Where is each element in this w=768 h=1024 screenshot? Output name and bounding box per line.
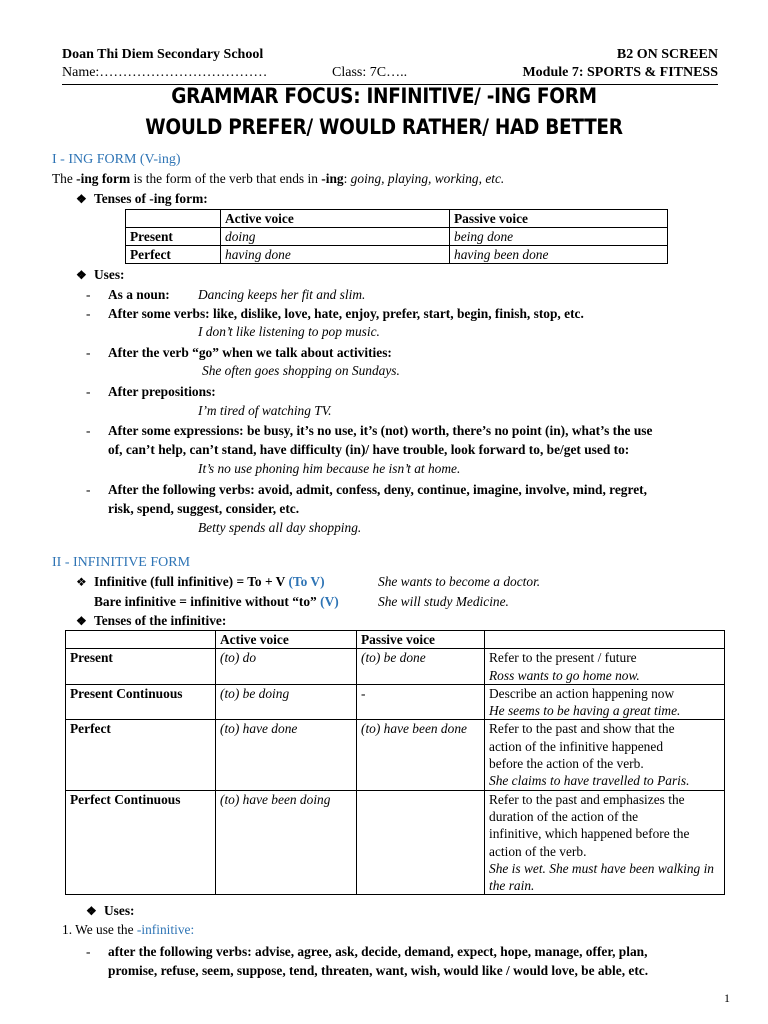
- bare-infinitive-line: Bare infinitive = infinitive without “to” (V) She will study Medicine.: [94, 594, 509, 609]
- example-sentence: She often goes shopping on Sundays.: [202, 363, 400, 378]
- list-item: After some expressions: be busy, it’s no use, it’s (not) worth, there’s no point (in), what’s the use: [108, 423, 653, 438]
- page-title-1: GRAMMAR FOCUS: INFINITIVE/ -ING FORM: [171, 84, 597, 109]
- list-item: -: [86, 345, 91, 360]
- example-sentence: I don’t like listening to pop music.: [198, 324, 380, 339]
- table-row: [126, 210, 668, 228]
- list-item: After the verb “go” when we talk about activities:: [108, 345, 392, 360]
- intro-term: -ing form: [76, 171, 131, 186]
- full-infinitive-line: ❖ Infinitive (full infinitive) = To + V (To V) She wants to become a doctor.: [76, 574, 541, 589]
- school-name: Doan Thi Diem Secondary School: [62, 47, 264, 62]
- class-field: Class: 7C…..: [332, 65, 408, 80]
- intro-text: The: [52, 171, 77, 186]
- list-item: -: [86, 306, 91, 321]
- intro-examples: going, playing, working, etc.: [350, 171, 505, 186]
- ing-uses-label: ❖ Uses:: [76, 267, 125, 282]
- diamond-bullet-icon: ❖: [76, 614, 87, 628]
- example-sentence: Betty spends all day shopping.: [198, 520, 362, 535]
- list-item: risk, spend, suggest, consider, etc.: [108, 501, 300, 516]
- student-name-field: Name:………………………………: [62, 65, 268, 80]
- list-item: -: [86, 384, 91, 399]
- header-active-voice: Active voice: [216, 631, 357, 649]
- table-row: Present doing being done: [126, 228, 668, 246]
- list-item: After some verbs: like, dislike, love, hate, enjoy, prefer, start, begin, finish, stop, etc.: [108, 306, 584, 321]
- module-title: Module 7: SPORTS & FITNESS: [522, 65, 718, 80]
- example-sentence: It’s no use phoning him because he isn’t at home.: [198, 461, 461, 476]
- list-item: -: [86, 944, 91, 959]
- list-item: As a noun: Dancing keeps her fit and slim.: [108, 287, 366, 302]
- description-cell: Refer to the present / future Ross wants to go home now.: [485, 649, 725, 685]
- section-heading-ing: I - ING FORM (V-ing): [52, 152, 181, 167]
- list-item: promise, refuse, seem, suppose, tend, threaten, want, wish, would like / would love, be able, etc.: [108, 963, 649, 978]
- description-cell: Describe an action happening now He seems to be having a great time.: [485, 684, 725, 720]
- description-cell: Refer to the past and show that the action of the infinitive happened before the action of the verb. She claims to have travelled to Paris.: [485, 720, 725, 790]
- header-active-voice: Active voice: [221, 210, 450, 228]
- list-item: After prepositions:: [108, 384, 216, 399]
- book-name: B2 ON SCREEN: [616, 47, 718, 62]
- ing-intro: [52, 170, 504, 187]
- infinitive-tenses-label: ❖ Tenses of the infinitive:: [76, 613, 227, 628]
- table-row: Perfect having done having been done: [126, 246, 668, 264]
- example-sentence: I’m tired of watching TV.: [198, 403, 332, 418]
- diamond-bullet-icon: ❖: [76, 268, 87, 282]
- ing-tenses-label: ❖ Tenses of -ing form:: [76, 191, 208, 206]
- list-item: -: [86, 423, 91, 438]
- list-item: After the following verbs: avoid, admit, confess, deny, continue, imagine, involve, mind, regret,: [108, 482, 647, 497]
- list-item: of, can’t help, can’t stand, have difficulty (in)/ have trouble, look forward to, be/get used to:: [108, 442, 630, 457]
- diamond-bullet-icon: ❖: [86, 904, 97, 918]
- intro-text: is the form of the verb that ends in: [130, 171, 322, 186]
- header-passive-voice: Passive voice: [357, 631, 485, 649]
- diamond-bullet-icon: ❖: [76, 192, 87, 206]
- list-item: -: [86, 482, 91, 497]
- section-heading-infinitive: II - INFINITIVE FORM: [52, 555, 191, 570]
- table-row: Perfect Continuous (to) have been doing Refer to the past and emphasizes the duration of the action of the infinitive, which happened before the action of the verb. She is wet. She must have been walking in the rain.: [66, 790, 725, 895]
- diamond-bullet-icon: ❖: [76, 575, 87, 589]
- page-number: 1: [724, 991, 730, 1005]
- intro-text: :: [343, 171, 351, 186]
- description-cell: Refer to the past and emphasizes the duration of the action of the infinitive, which happened before the action of the verb. She is wet. She must have been walking in the rain.: [485, 790, 725, 895]
- infinitive-tenses-table: [65, 630, 725, 895]
- table-row: Perfect (to) have done (to) have been done Refer to the past and show that the action of the infinitive happened before the action of the verb. She claims to have travelled to Paris.: [66, 720, 725, 790]
- list-item: after the following verbs: advise, agree, ask, decide, demand, expect, hope, manage, offer, plan,: [108, 944, 648, 959]
- page-title-2: WOULD PREFER/ WOULD RATHER/ HAD BETTER: [145, 115, 623, 140]
- use-1-heading: 1. We use the -infinitive:: [62, 922, 195, 937]
- table-row: [66, 631, 725, 649]
- ing-tenses-table: [125, 209, 668, 264]
- list-item: -: [86, 287, 91, 302]
- table-row: Present Continuous (to) be doing - Describe an action happening now He seems to be having a great time.: [66, 684, 725, 720]
- intro-suffix: -ing: [321, 171, 344, 186]
- header-passive-voice: Passive voice: [450, 210, 668, 228]
- table-row: Present (to) do (to) be done Refer to the present / future Ross wants to go home now.: [66, 649, 725, 685]
- infinitive-uses-label: ❖ Uses:: [86, 903, 135, 918]
